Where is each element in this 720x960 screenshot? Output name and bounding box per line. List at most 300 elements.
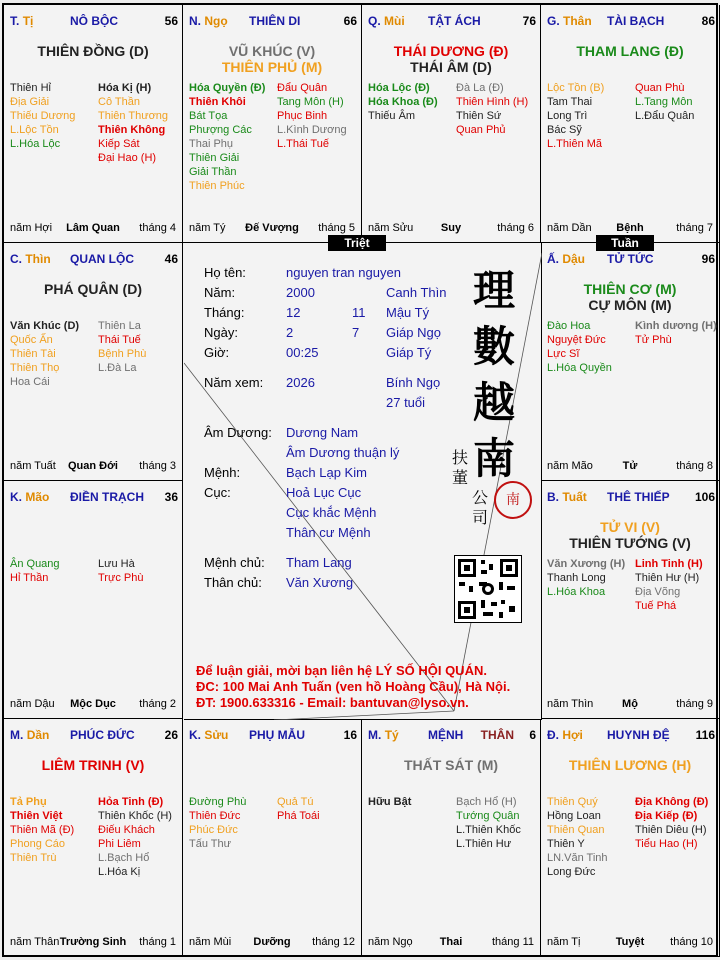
info-value: 00:25 xyxy=(286,345,319,360)
palace-cell-than[interactable] xyxy=(541,5,720,243)
minor-star: Thiên Hỉ xyxy=(10,82,51,94)
minor-star: Thiên Trù xyxy=(10,852,57,864)
info-row xyxy=(204,575,464,593)
tieu-han-year: năm Ngọ xyxy=(368,936,413,948)
minor-star: Bệnh Phù xyxy=(98,348,147,360)
left-stars xyxy=(189,795,246,851)
palace-name: QUAN LỘC xyxy=(70,252,134,266)
minor-star: Quốc Ấn xyxy=(10,334,53,346)
minor-star: L.Hóa Quyền xyxy=(547,362,612,374)
left-stars xyxy=(10,319,79,389)
minor-star: Địa Kiếp (Đ) xyxy=(635,810,698,822)
sub-calligraphy-left xyxy=(452,448,470,488)
chi-label: Dần xyxy=(26,728,50,742)
tuan-tag: Tuần xyxy=(596,235,654,251)
minor-star: Nguyệt Đức xyxy=(547,334,606,346)
info-label: Năm xem: xyxy=(204,375,264,390)
info-value-3: Giáp Ngọ xyxy=(386,325,441,340)
info-value: 2 xyxy=(286,325,294,340)
minor-star: Hóa Lộc (Đ) xyxy=(368,82,430,94)
minor-star: Linh Tinh (H) xyxy=(635,558,703,570)
can-label: Q. xyxy=(368,14,381,28)
minor-star: Lộc Tồn (B) xyxy=(547,82,605,94)
minor-star: Long Đức xyxy=(547,866,596,878)
info-label: Thân chủ: xyxy=(204,575,262,590)
info-value-3: Giáp Tý xyxy=(386,345,432,360)
minor-star: Tấu Thư xyxy=(189,838,232,850)
info-row xyxy=(204,555,464,573)
left-stars xyxy=(368,795,411,809)
contact-phone-email[interactable]: ĐT: 1900.633316 - Email: bantuvan@lyso.vn. xyxy=(196,695,469,710)
minor-star: Phục Binh xyxy=(277,110,328,122)
minor-star: L.Thiên Hư xyxy=(456,838,512,850)
minor-star: Tướng Quân xyxy=(456,810,520,822)
palace-name: TÀI BẠCH xyxy=(607,14,665,28)
info-value-3: Bính Ngọ xyxy=(386,375,441,390)
minor-star: Ân Quang xyxy=(10,558,60,570)
info-value: Văn Xương xyxy=(286,575,354,590)
minor-star: Phúc Đức xyxy=(189,824,238,836)
info-row xyxy=(204,285,464,303)
can-label: K. xyxy=(189,728,201,742)
can-label: K. xyxy=(10,490,22,504)
minor-star: Hóa Quyền (Đ) xyxy=(189,82,266,94)
can-chi xyxy=(547,728,583,742)
month-label: tháng 10 xyxy=(670,936,713,948)
right-stars xyxy=(277,795,320,823)
tieu-han-year: năm Thìn xyxy=(547,698,594,710)
chi-label: Dậu xyxy=(562,252,586,266)
can-chi xyxy=(10,252,51,266)
palace-cell-suu[interactable] xyxy=(183,719,362,957)
can-chi xyxy=(10,728,49,742)
tieu-han-year: năm Dần xyxy=(547,222,592,234)
minor-star: Trực Phù xyxy=(98,572,144,584)
can-label: Ấ. xyxy=(547,252,559,266)
qr-code-icon[interactable] xyxy=(454,555,522,623)
info-row xyxy=(204,265,464,283)
palace-cell-dan[interactable] xyxy=(4,719,183,957)
right-stars xyxy=(98,557,143,585)
palace-header xyxy=(10,728,178,742)
info-value: Cục khắc Mệnh xyxy=(286,505,377,520)
info-label: Năm: xyxy=(204,285,236,300)
palace-cell-mao[interactable] xyxy=(4,481,183,719)
truong-sinh: Đế Vượng xyxy=(245,222,299,234)
chi-label: Thìn xyxy=(25,252,51,266)
minor-star: Thiên Việt xyxy=(10,810,63,822)
palace-footer xyxy=(368,936,534,950)
can-chi xyxy=(10,14,33,28)
right-stars xyxy=(98,319,146,375)
dai-han-number: 56 xyxy=(164,14,178,28)
can-chi xyxy=(368,14,405,28)
chi-label: Tuất xyxy=(562,490,587,504)
minor-star: Thiên Không xyxy=(98,124,166,136)
main-star: VŨ KHÚC (V) xyxy=(228,43,316,59)
palace-header xyxy=(547,728,715,742)
minor-star: Thiên Hình (H) xyxy=(456,96,529,108)
minor-star: Thiên Tài xyxy=(10,348,56,360)
truong-sinh: Thai xyxy=(439,936,463,948)
info-label: Giờ: xyxy=(204,345,230,360)
palace-header xyxy=(547,252,715,266)
minor-star: Hồng Loan xyxy=(547,810,601,822)
truong-sinh: Suy xyxy=(440,222,462,234)
dai-han-number: 36 xyxy=(164,490,178,504)
can-label: Đ. xyxy=(547,728,559,742)
minor-star: Thiên Phúc xyxy=(189,180,245,192)
month-label: tháng 3 xyxy=(139,460,176,472)
minor-star: Hoa Cái xyxy=(10,376,50,388)
palace-header xyxy=(10,490,178,504)
palace-name: MỆNH xyxy=(428,728,464,742)
sub-calligraphy-right xyxy=(472,488,490,528)
tieu-han-year: năm Mùi xyxy=(189,936,232,948)
palace-cell-mui[interactable] xyxy=(362,5,541,243)
dai-han-number: 96 xyxy=(701,252,715,266)
minor-star: Hỉ Thần xyxy=(10,572,49,584)
dai-han-number: 16 xyxy=(343,728,357,742)
palace-name: ĐIỀN TRẠCH xyxy=(70,490,144,504)
info-row xyxy=(204,345,464,363)
dai-han-number: 116 xyxy=(695,728,715,742)
main-star: THIÊN PHỦ (M) xyxy=(221,59,323,75)
palace-cell-ty[interactable] xyxy=(362,719,541,957)
minor-star: Đà La (Đ) xyxy=(456,82,504,94)
minor-star: Thiên Khốc (H) xyxy=(98,810,172,822)
palace-name: TỬ TỨC xyxy=(607,252,654,266)
dai-han-number: 6 xyxy=(529,728,536,742)
palace-footer xyxy=(547,460,713,474)
dai-han-number: 66 xyxy=(343,14,357,28)
minor-star: Thiên Khôi xyxy=(189,96,246,108)
minor-star: Thiên Quan xyxy=(547,824,605,836)
minor-star: Thiên Y xyxy=(547,838,585,850)
minor-star: L.Đẩu Quân xyxy=(635,110,695,122)
palace-name: NÔ BỘC xyxy=(70,14,118,28)
truong-sinh: Bệnh xyxy=(616,222,644,234)
minor-star: Tuế Phá xyxy=(635,600,677,612)
info-label: Cục: xyxy=(204,485,231,500)
palace-name: THÊ THIẾP xyxy=(607,490,670,504)
palace-footer xyxy=(547,222,713,236)
month-label: tháng 6 xyxy=(497,222,534,234)
minor-star: Tiểu Hao (H) xyxy=(635,838,698,850)
right-stars xyxy=(635,557,703,613)
minor-star: Lực Sĩ xyxy=(547,348,580,360)
than-marker: THÂN xyxy=(480,728,514,742)
minor-star: Thiên Thọ xyxy=(10,362,60,374)
horoscope-chart xyxy=(2,3,718,957)
sub-calligraphy-char-4: 司 xyxy=(472,508,489,527)
month-label: tháng 5 xyxy=(318,222,355,234)
palace-header xyxy=(189,728,357,742)
minor-star: Quan Phù xyxy=(635,82,685,94)
can-chi xyxy=(10,490,49,504)
minor-star: Hữu Bật xyxy=(368,796,412,808)
palace-header xyxy=(368,728,536,742)
info-value: Hoả Lục Cục xyxy=(286,485,362,500)
minor-star: Thanh Long xyxy=(547,572,606,584)
palace-header xyxy=(547,490,715,504)
minor-star: Bát Tọa xyxy=(189,110,228,122)
palace-cell-ti[interactable] xyxy=(4,5,183,243)
palace-footer xyxy=(189,222,355,236)
main-star: THÁI ÂM (D) xyxy=(410,59,492,75)
dai-han-number: 26 xyxy=(164,728,178,742)
contact-block xyxy=(196,663,510,711)
tieu-han-year: năm Hợi xyxy=(10,222,53,234)
month-label: tháng 12 xyxy=(312,936,355,948)
info-row xyxy=(204,305,464,323)
palace-cell-hoi[interactable] xyxy=(541,719,720,957)
truong-sinh: Mộc Dục xyxy=(70,698,116,710)
chi-label: Mão xyxy=(25,490,50,504)
main-star: THAM LANG (Đ) xyxy=(576,43,684,59)
can-chi xyxy=(547,490,587,504)
minor-star: Quan Phủ xyxy=(456,124,506,136)
chi-label: Hợi xyxy=(562,728,583,742)
minor-star: L.Hóa Lộc xyxy=(10,138,61,150)
palace-header xyxy=(368,14,536,28)
minor-star: Thiên Hư (H) xyxy=(635,572,700,584)
minor-star: Tả Phụ xyxy=(10,796,47,808)
month-label: tháng 1 xyxy=(139,936,176,948)
can-label: B. xyxy=(547,490,559,504)
minor-star: Thiên Giải xyxy=(189,152,240,164)
minor-star: LN.Văn Tinh xyxy=(547,852,608,864)
minor-star: L.Tang Môn xyxy=(635,96,693,108)
minor-star: Thiên Diêu (H) xyxy=(635,824,707,836)
minor-star: Thiên La xyxy=(98,320,141,332)
info-row xyxy=(204,465,464,483)
minor-star: Giải Thần xyxy=(189,166,237,178)
minor-star: Hỏa Tinh (Đ) xyxy=(98,796,164,808)
info-value: 12 xyxy=(286,305,301,320)
minor-star: Bác Sỹ xyxy=(547,124,582,136)
right-stars xyxy=(635,319,717,347)
info-row xyxy=(204,375,464,393)
chi-label: Sửu xyxy=(204,728,229,742)
main-star: CỰ MÔN (M) xyxy=(588,297,672,313)
info-value: Thân cư Mệnh xyxy=(286,525,371,540)
info-row xyxy=(204,525,464,543)
palace-header xyxy=(10,14,178,28)
minor-star: L.Thiên Khốc xyxy=(456,824,521,836)
palace-name: THIÊN DI xyxy=(249,14,301,28)
info-label: Mệnh chủ: xyxy=(204,555,265,570)
month-label: tháng 8 xyxy=(676,460,713,472)
info-row xyxy=(204,445,464,463)
palace-header xyxy=(189,14,357,28)
minor-star: Phong Cáo xyxy=(10,838,66,850)
palace-footer xyxy=(547,698,713,712)
tieu-han-year: năm Tuất xyxy=(10,460,56,472)
left-stars xyxy=(547,81,604,151)
right-stars xyxy=(98,81,168,165)
dai-han-number: 76 xyxy=(522,14,536,28)
left-stars xyxy=(547,319,612,375)
info-value-3: Canh Thìn xyxy=(386,285,447,300)
can-label: M. xyxy=(368,728,382,742)
minor-star: Thiên Quý xyxy=(547,796,598,808)
minor-star: Phi Liêm xyxy=(98,838,141,850)
info-value-3: 27 tuổi xyxy=(386,395,426,410)
right-stars xyxy=(456,81,528,137)
left-stars xyxy=(368,81,438,123)
truong-sinh: Quan Đới xyxy=(68,460,118,472)
truong-sinh: Trường Sinh xyxy=(59,936,127,948)
palace-cell-tuat[interactable] xyxy=(541,481,720,719)
sub-calligraphy-char-3: 公 xyxy=(472,488,489,507)
dai-han-number: 46 xyxy=(164,252,178,266)
right-stars xyxy=(277,81,347,151)
palace-footer xyxy=(189,936,355,950)
truong-sinh: Lâm Quan xyxy=(66,222,120,234)
palace-name: PHỤ MẪU xyxy=(249,728,305,742)
minor-star: Địa Không (Đ) xyxy=(635,796,709,808)
can-chi xyxy=(189,14,228,28)
palace-name: TẬT ÁCH xyxy=(428,14,481,28)
main-star: THIÊN LƯƠNG (H) xyxy=(568,757,692,773)
minor-star: Tang Môn (H) xyxy=(277,96,344,108)
truong-sinh: Tuyệt xyxy=(615,936,645,948)
can-chi xyxy=(547,14,592,28)
minor-star: Thiên Đức xyxy=(189,810,241,822)
palace-cell-ngo[interactable] xyxy=(183,5,362,243)
minor-star: Thiên Sứ xyxy=(456,110,502,122)
can-label: C. xyxy=(10,252,22,266)
contact-address: ĐC: 100 Mai Anh Tuấn (ven hồ Hoàng Cầu), Hà Nội. xyxy=(196,679,511,694)
minor-star: L.Hóa Kị xyxy=(98,866,141,878)
triet-tag: Triệt xyxy=(328,235,386,251)
minor-star: Hóa Khoa (Đ) xyxy=(368,96,438,108)
can-chi xyxy=(547,252,585,266)
info-value: nguyen tran nguyen xyxy=(286,265,401,280)
can-label: T. xyxy=(10,14,20,28)
can-label: G. xyxy=(547,14,560,28)
can-chi xyxy=(189,728,228,742)
info-row xyxy=(204,395,464,413)
palace-name: PHÚC ĐỨC xyxy=(70,728,135,742)
can-label: M. xyxy=(10,728,24,742)
palace-footer xyxy=(10,222,176,236)
info-value: 2000 xyxy=(286,285,315,300)
minor-star: Thai Phụ xyxy=(189,138,234,150)
info-row xyxy=(204,505,464,523)
dai-han-number: 106 xyxy=(694,490,715,504)
palace-footer xyxy=(547,936,713,950)
info-row xyxy=(204,325,464,343)
minor-star: Kình dương (H) xyxy=(635,320,717,332)
palace-cell-dau[interactable] xyxy=(541,243,720,481)
palace-header xyxy=(10,252,178,266)
month-label: tháng 9 xyxy=(676,698,713,710)
left-stars xyxy=(10,557,60,585)
minor-star: Đại Hao (H) xyxy=(98,152,157,164)
calligraphy-char-3: 越 xyxy=(472,378,515,427)
chi-label: Tị xyxy=(22,14,34,28)
truong-sinh: Tử xyxy=(622,460,638,472)
minor-star: Lưu Hà xyxy=(98,558,135,570)
main-star: THIÊN CƠ (M) xyxy=(583,281,677,297)
info-value: Dương Nam xyxy=(286,425,359,440)
tieu-han-year: năm Tý xyxy=(189,222,226,234)
main-star: PHÁ QUÂN (D) xyxy=(44,281,142,297)
palace-header xyxy=(547,14,715,28)
dai-han-number: 86 xyxy=(701,14,715,28)
palace-footer xyxy=(368,222,534,236)
center-info-panel xyxy=(184,243,542,720)
contact-line-1: Để luận giải, mời bạn liên hệ LÝ SỐ HỘI QUÁN. xyxy=(196,663,487,678)
info-label: Tháng: xyxy=(204,305,245,320)
info-label: Họ tên: xyxy=(204,265,246,280)
info-value: Tham Lang xyxy=(286,555,352,570)
tieu-han-year: năm Dậu xyxy=(10,698,55,710)
minor-star: Tam Thai xyxy=(547,96,593,108)
info-value: Âm Dương thuận lý xyxy=(286,445,400,460)
minor-star: Hóa Kị (H) xyxy=(98,82,152,94)
info-value-3: Mậu Tý xyxy=(386,305,430,320)
red-seal-icon: 南 xyxy=(494,481,532,519)
can-chi xyxy=(368,728,399,742)
chi-label: Thân xyxy=(563,14,592,28)
minor-star: Thái Tuế xyxy=(98,334,141,346)
tieu-han-year: năm Mão xyxy=(547,460,593,472)
palace-cell-thin[interactable] xyxy=(4,243,183,481)
left-stars xyxy=(189,81,265,193)
minor-star: L.Bạch Hổ xyxy=(98,852,150,864)
sub-calligraphy-char-1: 扶 xyxy=(452,448,469,467)
minor-star: Văn Xương (H) xyxy=(547,558,626,570)
month-label: tháng 2 xyxy=(139,698,176,710)
month-label: tháng 7 xyxy=(676,222,713,234)
palace-footer xyxy=(10,460,176,474)
minor-star: L.Đà La xyxy=(98,362,137,374)
info-row xyxy=(204,485,464,503)
calligraphy-char-1: 理 xyxy=(472,266,515,315)
main-star: THIÊN ĐỒNG (D) xyxy=(37,43,149,59)
minor-star: L.Thiên Mã xyxy=(547,138,603,150)
minor-star: Đào Hoa xyxy=(547,320,591,332)
minor-star: Cô Thần xyxy=(98,96,140,108)
minor-star: Địa Võng xyxy=(635,586,681,598)
right-stars xyxy=(635,81,694,123)
sub-calligraphy-char-2: 董 xyxy=(452,468,469,487)
minor-star: Văn Khúc (D) xyxy=(10,320,80,332)
month-label: tháng 4 xyxy=(139,222,176,234)
main-star: THÁI DƯƠNG (Đ) xyxy=(393,43,509,59)
minor-star: L.Hóa Khoa xyxy=(547,586,606,598)
left-stars xyxy=(547,557,625,599)
info-value-2: 7 xyxy=(352,325,360,340)
truong-sinh: Mộ xyxy=(622,698,638,710)
palace-name: HUYNH ĐỆ xyxy=(607,728,670,742)
minor-star: Đường Phù xyxy=(189,796,247,808)
chi-label: Tý xyxy=(384,728,399,742)
right-stars xyxy=(635,795,708,851)
minor-star: Địa Giải xyxy=(10,96,50,108)
minor-star: Thiên Mã (Đ) xyxy=(10,824,75,836)
main-star: LIÊM TRINH (V) xyxy=(41,757,145,773)
minor-star: Phượng Các xyxy=(189,124,252,136)
left-stars xyxy=(547,795,608,879)
minor-star: Kiếp Sát xyxy=(98,138,140,150)
minor-star: Điếu Khách xyxy=(98,824,155,836)
calligraphy-char-4: 南 xyxy=(472,434,515,483)
right-stars xyxy=(98,795,172,879)
